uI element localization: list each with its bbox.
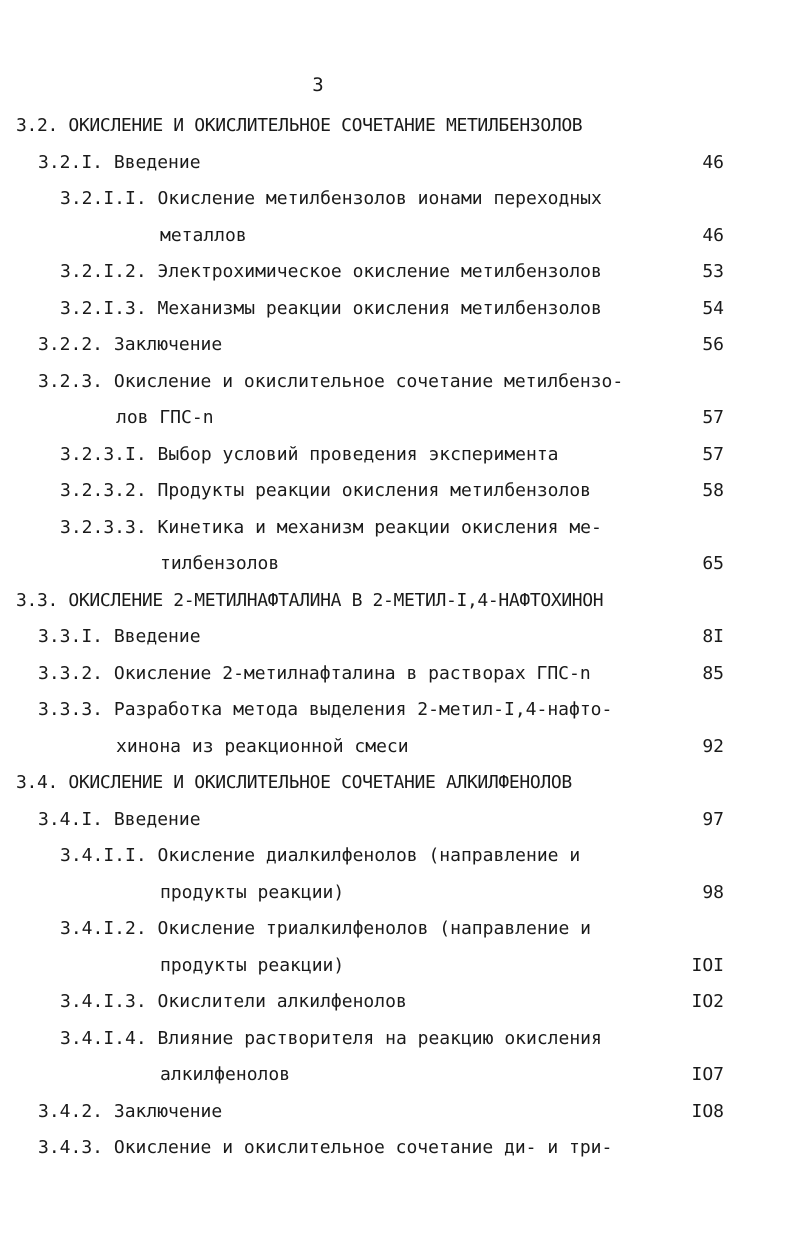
toc-entry-title: 3.2.I.I. Окисление метилбензолов ионами переходных xyxy=(60,188,602,209)
toc-entry-title: продукты реакции) xyxy=(160,954,345,976)
toc-entry xyxy=(0,583,798,620)
toc-entry-page: IO8 xyxy=(691,1100,724,1122)
toc-entry-title: 3.2.3. Окисление и окислительное сочетание метилбензо- xyxy=(38,370,624,392)
toc-entry xyxy=(0,437,798,474)
toc-entry-page: 85 xyxy=(702,662,724,684)
toc-entry-title: 3.4.I.I. Окисление диалкилфенолов (направление и xyxy=(60,845,581,866)
toc-entry-title: 3.4. ОКИСЛЕНИЕ И ОКИСЛИТЕЛЬНОЕ СОЧЕТАНИЕ АЛКИЛФЕНОЛОВ xyxy=(16,772,572,793)
toc-entry xyxy=(0,802,798,839)
toc-entry-title: 3.2.I.2. Электрохимическое окисление метилбензолов xyxy=(60,261,602,282)
toc-entry-page: IOI xyxy=(691,954,724,976)
toc-entry xyxy=(0,400,798,437)
toc-entry-title: 3.4.I. Введение xyxy=(38,808,201,830)
toc-entry-title: 3.3. ОКИСЛЕНИЕ 2-МЕТИЛНАФТАЛИНА В 2-МЕТИЛ-I,4-НАФТОХИНОН xyxy=(16,589,604,611)
toc-entry-page: IO2 xyxy=(691,991,724,1012)
toc-entry-page: 57 xyxy=(702,443,724,465)
toc-entry xyxy=(0,1057,798,1094)
toc-entry xyxy=(0,327,798,364)
toc-entry-page: 53 xyxy=(702,261,724,282)
toc-entry-title: 3.2.2. Заключение xyxy=(38,334,223,355)
toc-entry xyxy=(0,729,798,766)
toc-entry-title: 3.4.I.2. Окисление триалкилфенолов (направление и xyxy=(60,918,592,939)
toc-entry-title: 3.3.I. Введение xyxy=(38,626,201,647)
toc-entry xyxy=(0,291,798,328)
page-number: 3 xyxy=(312,74,324,96)
toc-entry xyxy=(0,1094,798,1131)
toc-entry-title: 3.4.I.4. Влияние растворителя на реакцию окисления xyxy=(60,1027,602,1049)
toc-entry-title: 3.2.3.3. Кинетика и механизм реакции окисления ме- xyxy=(60,516,602,538)
toc-entry-page: 57 xyxy=(702,407,724,428)
toc-entry-title: 3.4.3. Окисление и окислительное сочетание ди- и три- xyxy=(38,1137,613,1158)
toc-entry xyxy=(0,838,798,875)
toc-entry-page: 97 xyxy=(702,808,724,830)
toc-entry xyxy=(0,1021,798,1058)
toc-entry xyxy=(0,510,798,547)
toc-entry-page: 46 xyxy=(702,224,724,246)
toc-entry xyxy=(0,254,798,291)
toc-entry-title: хинона из реакционной смеси xyxy=(116,735,409,757)
toc-entry-page: 46 xyxy=(702,151,724,173)
toc-entry-title: 3.3.3. Разработка метода выделения 2-метил-I,4-нафто- xyxy=(38,699,613,720)
toc-entry-title: 3.2.3.2. Продукты реакции окисления метилбензолов xyxy=(60,480,592,501)
toc-entry xyxy=(0,108,798,145)
toc-entry-title: лов ГПС-n xyxy=(116,407,214,428)
toc-entry-page: 92 xyxy=(702,735,724,757)
toc-entry xyxy=(0,181,798,218)
toc-entry-title: 3.2. ОКИСЛЕНИЕ И ОКИСЛИТЕЛЬНОЕ СОЧЕТАНИЕ МЕТИЛБЕНЗОЛОВ xyxy=(16,115,583,136)
toc-entry-page: 58 xyxy=(702,480,724,501)
toc-entry xyxy=(0,911,798,948)
toc-entry xyxy=(0,473,798,510)
toc-entry xyxy=(0,765,798,802)
toc-entry-page: IO7 xyxy=(691,1064,724,1085)
toc-entry-title: 3.2.I.3. Механизмы реакции окисления метилбензолов xyxy=(60,297,602,319)
toc-entry xyxy=(0,364,798,401)
toc-entry xyxy=(0,875,798,912)
toc-entry xyxy=(0,546,798,583)
toc-entry-page: 65 xyxy=(702,553,724,574)
toc-entry-title: 3.2.I. Введение xyxy=(38,151,201,173)
toc-entry-title: продукты реакции) xyxy=(160,881,345,903)
toc-entry-title: алкилфенолов xyxy=(160,1064,291,1085)
toc-entry-page: 56 xyxy=(702,334,724,355)
toc-entry-page: 54 xyxy=(702,297,724,319)
table-of-contents xyxy=(0,108,798,1167)
toc-entry xyxy=(0,619,798,656)
toc-entry-title: 3.4.I.3. Окислители алкилфенолов xyxy=(60,991,407,1012)
toc-entry xyxy=(0,656,798,693)
toc-entry-title: 3.2.3.I. Выбор условий проведения эксперимента xyxy=(60,443,559,465)
toc-entry xyxy=(0,948,798,985)
toc-entry xyxy=(0,1130,798,1167)
toc-entry-title: 3.4.2. Заключение xyxy=(38,1100,223,1122)
toc-entry-title: тилбензолов xyxy=(160,553,280,574)
toc-entry-page: 98 xyxy=(702,881,724,903)
toc-entry xyxy=(0,218,798,255)
toc-entry-page: 8I xyxy=(702,626,724,647)
toc-entry-title: 3.3.2. Окисление 2-метилнафталина в растворах ГПС-n xyxy=(38,662,591,684)
toc-entry-title: металлов xyxy=(160,224,247,246)
toc-entry xyxy=(0,984,798,1021)
toc-entry xyxy=(0,692,798,729)
toc-entry xyxy=(0,145,798,182)
